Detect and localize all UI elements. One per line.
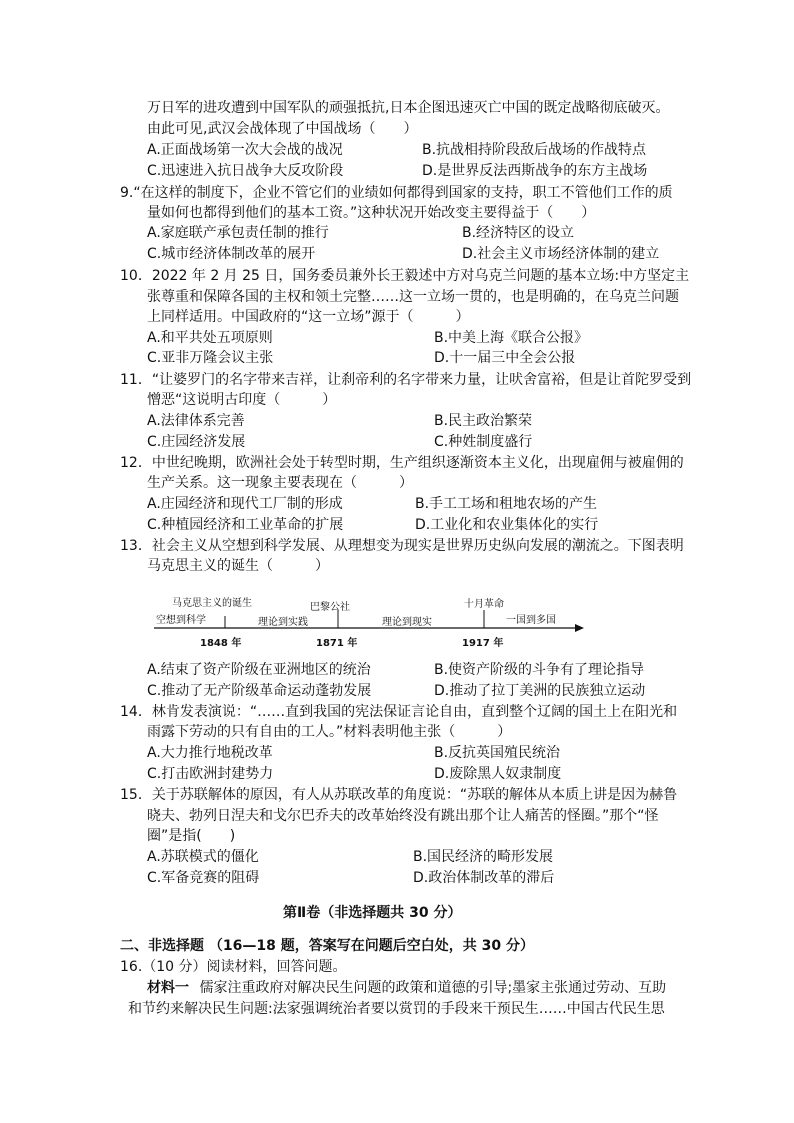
- q15-line2: 晓夫、勃列日涅夫和戈尔巴乔夫的改革始终没有跳出那个让人痛苦的怪圈。”那个“怪: [147, 808, 659, 824]
- q15-option-b: B.国民经济的畸形发展: [413, 849, 554, 865]
- q9-line2: 量如何也都得到他们的基本工资。”这种状况开始改变主要得益于（ ）: [147, 205, 596, 221]
- timeline-year-1848: 1848 年: [200, 638, 242, 649]
- timeline-year-1871: 1871 年: [316, 638, 358, 649]
- q10-line1: 10．2022 年 2 月 25 日，国务委员兼外长王毅述中方对乌克兰问题的基本立场:中方坚定主: [120, 268, 690, 284]
- q12-option-a: A.庄园经济和现代工厂制的形成: [147, 496, 343, 512]
- q14-option-a: A.大力推行地税改革: [147, 745, 273, 761]
- q12-line1: 12．中世纪晚期，欧洲社会处于转型时期，生产组织逐渐资本主义化，出现雇佣与被雇佣的: [120, 455, 684, 471]
- q16-material-1-line2: 和节约来解决民生问题:法家强调统治者要以赏罚的手段来干预民生……中国古代民生思: [128, 1001, 665, 1017]
- q14-option-d: D.废除黑人奴隶制度: [434, 766, 562, 782]
- section-2-title: 第Ⅱ卷（非选择题共 30 分）: [283, 905, 462, 921]
- q12-option-d: D.工业化和农业集体化的实行: [415, 517, 599, 533]
- q9-option-a: A.家庭联产承包责任制的推行: [147, 225, 329, 241]
- q10-option-a: A.和平共处五项原则: [147, 330, 273, 346]
- q13-option-b: B.使资产阶级的斗争有了理论指导: [434, 662, 645, 678]
- q13-line1: 13．社会主义从空想到科学发展、从理想变为现实是世界历史纵向发展的潮流之。下图表明: [120, 538, 684, 554]
- timeline-segment-1: 空想到科学: [156, 615, 206, 626]
- timeline-segment-2: 理论到实践: [258, 617, 308, 628]
- q10-option-b: B.中美上海《联合公报》: [434, 330, 589, 346]
- timeline-top-label-2: 巴黎公社: [310, 602, 350, 613]
- timeline-segment-3: 理论到现实: [382, 617, 432, 628]
- q8-option-b: B.抗战相持阶段敌后战场的作战特点: [422, 142, 647, 158]
- q12-option-c: C.种植园经济和工业革命的扩展: [147, 517, 344, 533]
- q15-option-c: C.军备竞赛的阻碍: [147, 870, 260, 886]
- q8-line1: 万日军的进攻遭到中国军队的顽强抵抗,日本企图迅速灭亡中国的既定战略彻底破灭。: [147, 100, 670, 116]
- q15-option-d: D.政治体制改革的滞后: [413, 870, 555, 886]
- q9-option-b: B.经济特区的设立: [462, 225, 575, 241]
- section-2-heading: 二、非选择题 （16—18 题，答案写在问题后空白处，共 30 分）: [120, 938, 534, 954]
- q12-line2: 生产关系。这一现象主要表现在（ ）: [147, 475, 413, 491]
- q10-option-c: C.亚非万隆会议主张: [147, 350, 274, 366]
- q16-prompt: 16.（10 分）阅读材料，回答问题。: [120, 959, 347, 975]
- q13-line2: 马克思主义的诞生（ ）: [147, 558, 329, 574]
- timeline-year-1917: 1917 年: [462, 638, 504, 649]
- q15-line1: 15．关于苏联解体的原因，有人从苏联改革的角度说：“苏联的解体从本质上讲是因为赫鲁: [120, 787, 678, 803]
- q14-option-b: B.反抗英国殖民统治: [434, 745, 561, 761]
- q13-option-d: D.推动了拉丁美洲的民族独立运动: [434, 683, 646, 699]
- marxism-timeline-figure: [150, 590, 600, 650]
- q11-line2: 憎恶“这说明古印度（ ）: [147, 392, 337, 408]
- q11-option-a: A.法律体系完善: [147, 413, 245, 429]
- timeline-segment-4: 一国到多国: [506, 615, 556, 626]
- q14-line2: 雨露下劳动的只有自由的工人。”材料表明他主张（ ）: [147, 724, 512, 740]
- q10-line2: 张尊重和保障各国的主权和领土完整……这一立场一贯的，也是明确的，在乌克兰问题: [147, 289, 679, 305]
- q8-option-d: D.是世界反法西斯战争的东方主战场: [422, 163, 648, 179]
- q8-option-c: C.迅速进入抗日战争大反攻阶段: [147, 163, 344, 179]
- q10-line3: 上同样适用。中国政府的“这一立场”源于（ ）: [147, 309, 470, 325]
- q15-line3: 圈”是指( ): [147, 828, 236, 844]
- q8-line2: 由此可见,武汉会战体现了中国战场（ ）: [147, 121, 418, 137]
- material-1-text: 儒家注重政府对解决民生问题的政策和道德的引导;墨家主张通过劳动、互助: [199, 980, 667, 996]
- q14-option-c: C.打击欧洲封建势力: [147, 766, 274, 782]
- q14-line1: 14．林肯发表演说：“……直到我国的宪法保证言论自由，直到整个辽阔的国土上在阳光和: [120, 704, 678, 720]
- material-1-label: 材料一: [147, 980, 189, 996]
- q13-option-c: C.推动了无产阶级革命运动蓬勃发展: [147, 683, 372, 699]
- q13-option-a: A.结束了资产阶级在亚洲地区的统治: [147, 662, 371, 678]
- q10-option-d: D.十一届三中全会公报: [434, 350, 576, 366]
- q9-option-d: D.社会主义市场经济体制的建立: [462, 246, 660, 262]
- q8-option-a: A.正面战场第一次大会战的战况: [147, 142, 343, 158]
- timeline-top-label-3: 十月革命: [464, 599, 504, 610]
- timeline-top-label-1: 马克思主义的诞生: [172, 598, 252, 609]
- q16-material-1-line1: [147, 978, 666, 998]
- q15-option-a: A.苏联模式的僵化: [147, 849, 259, 865]
- q11-option-d: C.种姓制度盛行: [434, 434, 533, 450]
- q11-option-c: C.庄园经济发展: [147, 434, 246, 450]
- q12-option-b: B.手工工场和租地农场的产生: [415, 496, 598, 512]
- timeline-arrowhead: [575, 624, 584, 632]
- q9-line1: 9.“在这样的制度下，企业不管它们的业绩如何都得到国家的支持，职工不管他们工作的质: [120, 185, 673, 201]
- q11-line1: 11．“让婆罗门的名字带来吉祥，让刹帝利的名字带来力量，让吠舍富裕，但是让首陀罗受到: [120, 372, 692, 388]
- q11-option-b: B.民主政治繁荣: [434, 413, 533, 429]
- q9-option-c: C.城市经济体制改革的展开: [147, 246, 316, 262]
